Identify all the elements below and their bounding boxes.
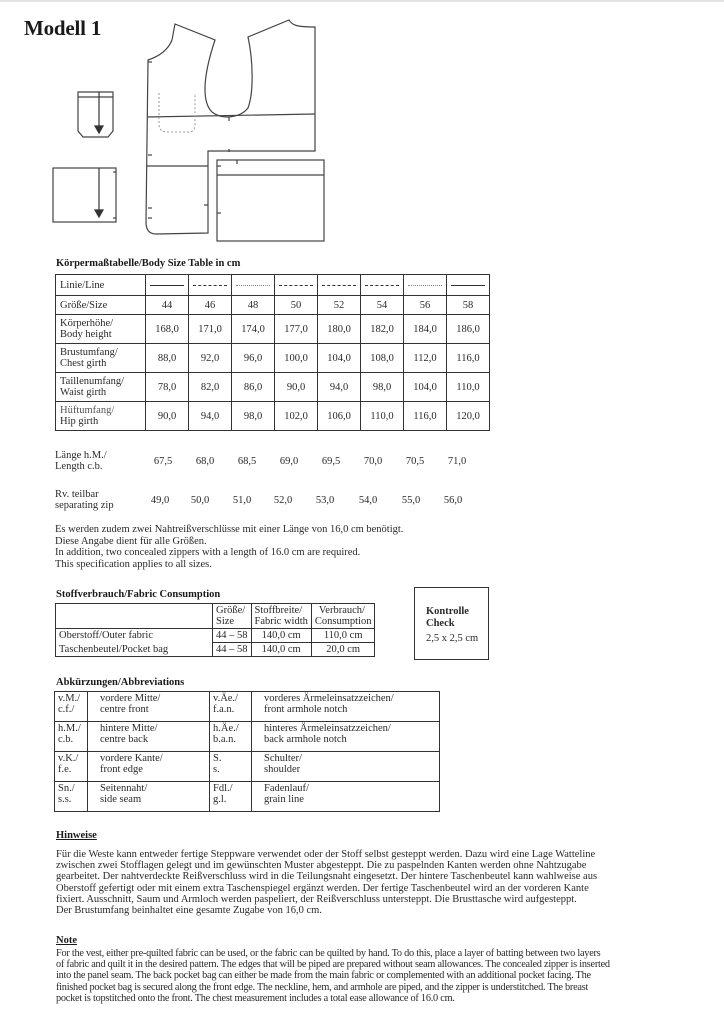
- table-row-chest-girth: Brustumfang/ Chest girth 88,0 92,0 96,0 100,0 104,0 108,0 112,0 116,0: [56, 344, 490, 373]
- fabric-table-header: Größe/ Size Stoffbreite/ Fabric width Verbrauch/ Consumption: [56, 604, 375, 629]
- pattern-pieces-diagram: [0, 0, 724, 250]
- control-check-box: Kontrolle Check 2,5 x 2,5 cm: [414, 587, 489, 660]
- row-label: Linie/Line: [56, 275, 146, 296]
- zip-note: Es werden zudem zwei Nahtreißverschlüsse mit einer Länge von 16,0 cm benötigt. Diese Angabe dient für alle Größen. In addition, two concealed zippers with a length of 16.0 cm are required. This specification applies to all sizes.: [55, 524, 404, 570]
- table-row-waist-girth: Taillenumfang/ Waist girth 78,0 82,0 86,0 90,0 94,0 98,0 104,0 110,0: [56, 373, 490, 402]
- row-separating-zip: Rv. teilbar separating zip 49,0 50,0 51,0 52,0 53,0 54,0 55,0 56,0: [55, 489, 463, 511]
- fabric-row-outer: Oberstoff/Outer fabric 44 – 58 140,0 cm 110,0 cm: [56, 629, 375, 643]
- hints-text: Für die Weste kann entweder fertige Steppware verwendet oder der Stoff selbst gesteppt werden. Dazu wird eine Lage Watteline zwischen zwei Stofflagen gelegt und im gewünschten Muster abgesteppt. Die zu paspelnden Kanten werden ohne Nahtzugabe gearbeitet. Der nahtverdeckte Reißverschluss wird in die Teilungsnaht eingesetzt. Der hintere Taschenbeutel kann wahlweise aus Oberstoff gefertigt oder mit einem extra Taschenspiegel ergänzt werden. Der fertige Taschenbeutel wird an der vorderen Kante fixiert. Ausschnitt, Saum und Armloch werden paspeliert, der Reißverschluss untersteppt. Die Brusttasche wird aufgesteppt. Der Brustumfang beinhaltet eine gesamte Zugabe von 16,0 cm.: [56, 849, 598, 917]
- table-row-body-height: Körperhöhe/ Body height 168,0 171,0 174,0 177,0 180,0 182,0 184,0 186,0: [56, 315, 490, 344]
- vest-front-piece: [146, 20, 315, 234]
- body-size-table-title: Körpermaßtabelle/Body Size Table in cm: [56, 258, 241, 269]
- line-style-dot-dash-long: [451, 285, 485, 286]
- line-style-dash-dot: [279, 285, 313, 286]
- line-style-dash-long: [193, 285, 227, 286]
- table-row-hip-girth: Hüftumfang/ Hip girth 90,0 94,0 98,0 102,0 106,0 110,0 116,0 120,0: [56, 402, 490, 431]
- fabric-row-pocket-bag: Taschenbeutel/Pocket bag 44 – 58 140,0 cm 20,0 cm: [56, 643, 375, 657]
- body-size-table: [55, 274, 490, 431]
- abbr-row: Sn./ s.s. Seitennaht/ side seam Fdl./ g.l. Fadenlauf/ grain line: [55, 782, 440, 812]
- line-style-dashed: [322, 285, 356, 286]
- abbr-row: v.K./ f.e. vordere Kante/ front edge S. s. Schulter/ shoulder: [55, 752, 440, 782]
- abbr-row: v.M./ c.f./ vordere Mitte/ centre front v.Äe./ f.a.n. vorderes Ärmeleinsatzzeichen/ front armhole notch: [55, 692, 440, 722]
- abbreviations-title: Abkürzungen/Abbreviations: [56, 677, 185, 688]
- line-style-solid: [150, 285, 184, 286]
- row-length-cb: Länge h.M./ Length c.b. 67,5 68,0 68,5 69,0 69,5 70,0 70,5 71,0: [55, 450, 467, 472]
- pocket-bag-piece: [53, 168, 116, 222]
- page-title: Modell 1: [24, 16, 102, 40]
- vest-back-piece: [217, 160, 324, 241]
- grain-line-arrows: [95, 92, 103, 217]
- fabric-consumption-table: [55, 603, 375, 657]
- hints-title: Hinweise: [56, 830, 97, 841]
- pocket-piece: [78, 92, 113, 137]
- table-row-line-styles: [56, 275, 490, 296]
- fabric-table-title: Stoffverbrauch/Fabric Consumption: [56, 589, 221, 600]
- line-style-fine-dotted: [408, 285, 442, 286]
- line-style-long-dash: [365, 285, 399, 286]
- note-text: For the vest, either pre-quilted fabric can be used, or the fabric can be quilted by hand. To do this, place a layer of batting between two layers of fabric and quilt it in the desired pattern. The edges that will be piped are prepared without seam allowances. The concealed zipper is inserted into the panel seam. The back pocket bag can either be made from the main fabric or complemented with an additional pocket facing. The finished pocket bag is secured along the front edge. The neckline, hem, and armhole are piped, and the zipper is understitched. The breast pocket is topstitched onto the front. The chest measurement includes a total ease allowance of 16.0 cm.: [56, 948, 610, 1004]
- abbr-row: h.M./ c.b. hintere Mitte/ centre back h.Äe./ b.a.n. hinteres Ärmeleinsatzzeichen/ back armhole notch: [55, 722, 440, 752]
- abbreviations-table: [54, 691, 440, 812]
- note-title: Note: [56, 935, 77, 946]
- table-row-size: Größe/Size 44 46 48 50 52 54 56 58: [56, 296, 490, 315]
- line-style-dotted: [236, 285, 270, 286]
